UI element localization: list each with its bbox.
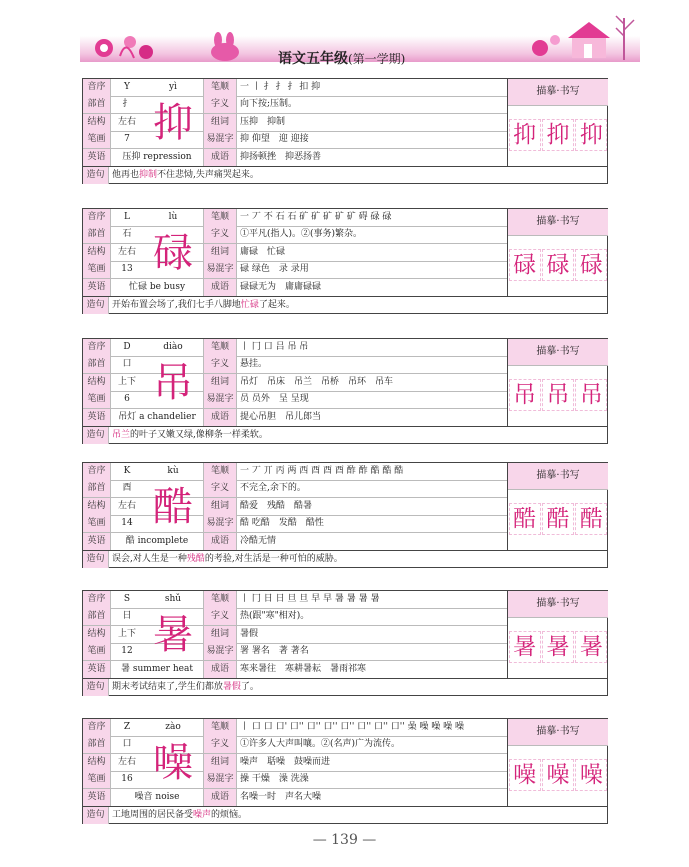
label-zuci: 组词 [203,244,237,261]
example-sentence-row [83,166,607,184]
practice-title: 描摹·书写 [508,719,608,746]
label-ziyi: 字义 [203,356,237,373]
value-bushou: 扌 [122,99,132,110]
value-yinxu: Y [124,82,130,92]
example-sentence [109,679,259,696]
value-bishun: 一 丆 不 石 石 矿 矿 矿 矿 矿 碍 碌 碌 [240,212,392,222]
label-zuci: 组词 [203,498,237,515]
example-sentence [109,551,343,568]
sentence-text: 了起来。 [258,300,295,310]
label-bishun: 笔顺 [203,591,237,608]
label-bishun: 笔顺 [203,339,237,356]
sentence-highlight: 忙碌 [240,300,259,310]
character-card [82,590,608,696]
value-ziyi: 热(跟"寒"相对)。 [240,611,310,622]
pinyin-value: diào [163,342,183,352]
practice-title: 描摹·书写 [508,339,608,366]
example-sentence-row [83,426,607,444]
practice-character: 酷 [542,503,574,535]
page-title: 语文五年级(第一学期) [278,51,406,67]
label-zaoju: 造句 [83,807,109,824]
info-row [83,533,507,551]
value-yinxu: D [123,342,131,352]
practice-character: 噪 [575,759,607,791]
value-bihua: 16 [121,774,133,785]
info-row [83,279,507,297]
practice-grid [508,618,608,676]
label-yinxu: 音序 [83,463,111,480]
label-yingyu: 英语 [83,409,111,426]
example-sentence [109,297,295,314]
label-chengyu: 成语 [203,409,237,426]
practice-character: 碌 [542,249,574,281]
label-zaoju: 造句 [83,427,109,444]
label-ziyi: 字义 [203,226,237,243]
english-value: 压抑 repression [122,151,192,162]
label-zaoju: 造句 [83,551,109,568]
practice-area [507,209,608,296]
info-row [83,339,507,357]
sentence-text: 的叶子又嫩又绿,像柳条一样柔软。 [130,430,268,440]
sentence-highlight: 噪声 [193,810,212,820]
value-ziyi: ①平凡(指人)。②(事务)繁杂。 [240,229,363,240]
value-jiegou: 上下 [117,628,136,639]
sentence-text: 的考验,对生活是一种可怕的威胁。 [204,554,343,564]
practice-character: 抑 [542,119,574,151]
label-bushou: 部首 [83,96,111,113]
value-bihua: 13 [121,264,133,275]
label-bushou: 部首 [83,608,111,625]
sentence-highlight: 抑制 [139,170,158,180]
practice-character: 碌 [575,249,607,281]
english-value: 忙碌 be busy [128,281,186,292]
practice-character: 酷 [575,503,607,535]
label-jiegou: 结构 [83,754,111,771]
value-bihua: 6 [124,394,130,405]
practice-character: 抑 [575,119,607,151]
character-card [82,208,608,314]
label-bishun: 笔顺 [203,463,237,480]
label-zuci: 组词 [203,374,237,391]
example-sentence [109,427,268,444]
label-jiegou: 结构 [83,374,111,391]
label-chengyu: 成语 [203,279,237,296]
sentence-text: 不住悲恸,失声痛哭起来。 [157,170,259,180]
value-bihua: 12 [121,646,133,657]
example-sentence [109,807,247,824]
value-bushou: 口 [122,359,132,370]
sentence-highlight: 暑假 [222,682,241,692]
english-value: 酷 incomplete [125,535,189,546]
label-jiegou: 结构 [83,626,111,643]
label-zaoju: 造句 [83,679,109,696]
value-chengyu: 寒来暑往 寒耕暑耘 暑雨祁寒 [240,663,367,674]
value-bushou: 酉 [122,483,132,494]
practice-grid [508,490,608,548]
value-yinxu: K [123,466,131,476]
value-bishun: 丨 口 口 口' 口'' 口'' 口'' 口'' 口'' 口'' 口'' 喿 噪 噪 噪 噪 [240,722,465,732]
page-number: — 139 — [312,832,377,848]
practice-character: 暑 [509,631,541,663]
value-bihua: 14 [121,518,133,529]
example-sentence [109,167,259,184]
practice-title: 描摹·书写 [508,463,608,490]
example-sentence-row [83,678,607,696]
character-card [82,338,608,444]
example-sentence-row [83,806,607,824]
label-bushou: 部首 [83,480,111,497]
practice-grid [508,236,608,294]
main-character: 酷 [153,484,193,530]
practice-character: 暑 [542,631,574,663]
label-bihua: 笔画 [83,391,111,408]
value-yinxu: Z [123,722,131,732]
value-chengyu: 提心吊胆 吊儿郎当 [240,411,322,422]
practice-character: 暑 [575,631,607,663]
practice-character: 吊 [509,379,541,411]
practice-area [507,463,608,550]
value-zuci: 噪声 聒噪 鼓噪而进 [240,756,331,767]
sentence-text: 他再也 [112,170,140,180]
english-value: 噪音 noise [134,791,180,802]
practice-area [507,719,608,806]
sentence-text: 误会,对人生是一种 [112,554,187,564]
info-row [83,209,507,227]
value-chengyu: 冷酷无情 [240,535,277,546]
flower-decoration-icon [90,28,160,62]
value-ziyi: 向下按;压制。 [240,99,298,110]
label-ziyi: 字义 [203,608,237,625]
label-yingyu: 英语 [83,533,111,550]
english-value: 暑 summer heat [121,663,193,674]
label-yihunzi: 易混字 [203,131,237,148]
label-jiegou: 结构 [83,244,111,261]
practice-title: 描摹·书写 [508,209,608,236]
page-header [80,14,640,67]
label-bushou: 部首 [83,736,111,753]
practice-grid [508,106,608,164]
label-yingyu: 英语 [83,279,111,296]
practice-title: 描摹·书写 [508,79,608,106]
value-yihunzi: 碌 绿色 录 录用 [240,264,309,275]
label-zaoju: 造句 [83,167,109,184]
label-yinxu: 音序 [83,79,111,96]
sentence-text: 了。 [240,682,259,692]
value-yinxu: S [123,594,131,604]
label-bihua: 笔画 [83,643,111,660]
pinyin-value: kù [167,466,179,476]
value-yihunzi: 操 干燥 澡 洗澡 [240,774,309,785]
value-zuci: 庸碌 忙碌 [240,246,286,257]
practice-character: 噪 [542,759,574,791]
info-row [83,719,507,737]
practice-area [507,79,608,166]
value-zuci: 吊灯 吊床 吊兰 吊桥 吊环 吊车 [240,376,394,387]
practice-title: 描摹·书写 [508,591,608,618]
label-zuci: 组词 [203,754,237,771]
info-row [83,789,507,807]
label-yihunzi: 易混字 [203,261,237,278]
label-yihunzi: 易混字 [203,515,237,532]
sentence-text: 工地周围的居民备受 [112,810,194,820]
info-row [83,79,507,97]
value-bushou: 口 [122,739,132,750]
value-ziyi: 悬挂。 [240,359,268,370]
sentence-text: 期末考试结束了,学生们都放 [112,682,223,692]
label-bishun: 笔顺 [203,719,237,736]
info-row [83,149,507,167]
label-jiegou: 结构 [83,114,111,131]
label-ziyi: 字义 [203,480,237,497]
value-jiegou: 左右 [117,500,136,511]
value-yihunzi: 员 员外 呈 呈现 [240,394,309,405]
value-jiegou: 左右 [117,246,136,257]
rabbit-decoration-icon [200,32,250,62]
house-decoration-icon [520,14,640,62]
label-zuci: 组词 [203,626,237,643]
practice-character: 噪 [509,759,541,791]
label-yihunzi: 易混字 [203,771,237,788]
value-yihunzi: 抑 仰望 迎 迎接 [240,134,309,145]
label-bishun: 笔顺 [203,79,237,96]
info-row [83,463,507,481]
value-bushou: 石 [122,229,132,240]
info-row [83,409,507,427]
label-yinxu: 音序 [83,339,111,356]
label-bihua: 笔画 [83,131,111,148]
practice-area [507,591,608,678]
character-card [82,78,608,184]
label-ziyi: 字义 [203,96,237,113]
label-ziyi: 字义 [203,736,237,753]
value-zuci: 暑假 [240,628,259,639]
value-chengyu: 碌碌无为 庸庸碌碌 [240,281,322,292]
pinyin-value: zào [165,722,181,732]
label-zuci: 组词 [203,114,237,131]
value-jiegou: 上下 [117,376,136,387]
sentence-highlight: 残酷 [186,554,205,564]
practice-grid [508,366,608,424]
main-character: 噪 [153,740,193,786]
label-yinxu: 音序 [83,591,111,608]
practice-character: 吊 [575,379,607,411]
value-chengyu: 名噪一时 声名大噪 [240,791,322,802]
practice-character: 碌 [509,249,541,281]
sentence-highlight: 吊兰 [112,430,131,440]
value-bishun: 丨 冂 日 日 旦 旦 早 早 暑 暑 暑 暑 [240,594,380,604]
label-chengyu: 成语 [203,661,237,678]
value-bishun: 丨 冂 口 吕 吊 吊 [240,342,309,352]
example-sentence-row [83,296,607,314]
value-jiegou: 左右 [117,756,136,767]
value-yihunzi: 署 署名 著 著名 [240,646,309,657]
label-chengyu: 成语 [203,789,237,806]
practice-area [507,339,608,426]
label-yinxu: 音序 [83,719,111,736]
practice-character: 抑 [509,119,541,151]
label-bushou: 部首 [83,356,111,373]
value-bihua: 7 [124,134,130,145]
practice-grid [508,746,608,804]
value-ziyi: ①许多人大声叫嚷。②(名声)广为流传。 [240,739,401,750]
label-yihunzi: 易混字 [203,643,237,660]
label-yingyu: 英语 [83,661,111,678]
value-bishun: 一 丨 扌 扌 扌 扣 抑 [240,82,321,92]
value-bushou: 日 [122,611,132,622]
label-bihua: 笔画 [83,261,111,278]
value-jiegou: 左右 [117,116,136,127]
label-bihua: 笔画 [83,771,111,788]
character-card [82,462,608,568]
label-yihunzi: 易混字 [203,391,237,408]
value-zuci: 酷爱 残酷 酷暑 [240,500,313,511]
label-bishun: 笔顺 [203,209,237,226]
label-yinxu: 音序 [83,209,111,226]
main-character: 抑 [153,100,193,146]
pinyin-value: shǔ [164,594,182,604]
label-zaoju: 造句 [83,297,109,314]
label-chengyu: 成语 [203,533,237,550]
pinyin-value: lù [168,212,178,222]
example-sentence-row [83,550,607,568]
label-bushou: 部首 [83,226,111,243]
value-bishun: 一 丆 丌 丙 两 西 酉 酉 酉 酢 酢 酷 酷 酷 [240,466,404,476]
label-yingyu: 英语 [83,789,111,806]
value-chengyu: 抑扬顿挫 抑恶扬善 [240,151,322,162]
info-row [83,661,507,679]
main-character: 暑 [153,612,193,658]
info-row [83,591,507,609]
practice-character: 酷 [509,503,541,535]
value-zuci: 压抑 抑制 [240,116,286,127]
main-character: 碌 [153,230,193,276]
value-yinxu: L [124,212,130,222]
pinyin-value: yì [169,82,177,92]
practice-character: 吊 [542,379,574,411]
value-yihunzi: 酷 吃酷 发酷 酷性 [240,518,324,529]
sentence-text: 的烦恼。 [211,810,248,820]
character-card [82,718,608,824]
label-chengyu: 成语 [203,149,237,166]
value-ziyi: 不完全,余下的。 [240,483,306,494]
sentence-text: 开始布置会场了,我们七手八脚地 [112,300,241,310]
label-yingyu: 英语 [83,149,111,166]
english-value: 吊灯 a chandelier [118,411,196,422]
label-bihua: 笔画 [83,515,111,532]
label-jiegou: 结构 [83,498,111,515]
main-character: 吊 [153,360,193,406]
